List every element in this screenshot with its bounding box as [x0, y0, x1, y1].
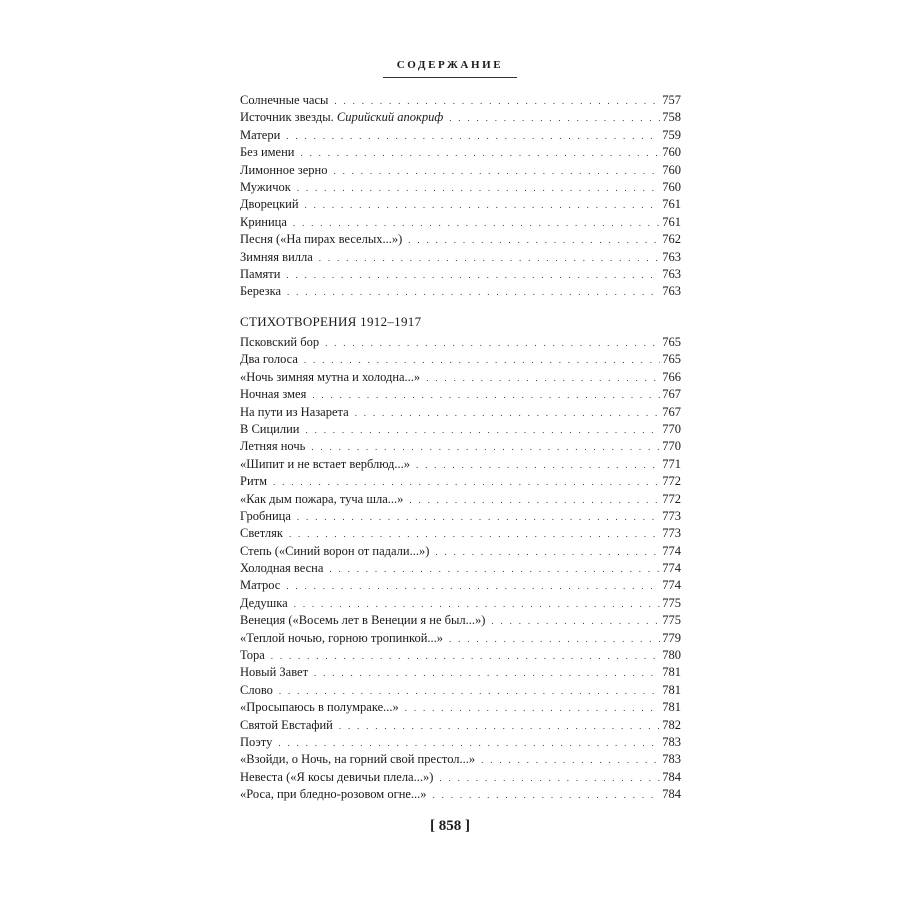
- toc-entry-page: 775: [662, 613, 681, 628]
- toc-entry-title: [240, 647, 265, 664]
- toc-entry-page: 761: [662, 197, 681, 212]
- dot-leader: [339, 718, 660, 735]
- dot-leader: [286, 578, 660, 595]
- toc-entry-page: 772: [662, 474, 681, 489]
- dot-leader: [286, 128, 660, 145]
- toc-entry-title-text: Без имени: [240, 145, 295, 160]
- dot-leader: [287, 284, 660, 301]
- toc-entry-title: [240, 179, 291, 196]
- toc-entry-title: [240, 560, 323, 577]
- toc-entry: [240, 351, 681, 368]
- dot-leader: [297, 509, 660, 526]
- toc-entry-title-text: Ночная змея: [240, 387, 307, 402]
- toc-entry: [240, 404, 681, 421]
- toc-entry-title: [240, 595, 288, 612]
- toc-entry-title: [240, 404, 349, 421]
- toc-entry-title-text: Тора: [240, 648, 265, 663]
- toc-entry-title-text: «Теплой ночью, горною тропинкой...»: [240, 630, 444, 645]
- toc-entry: [240, 577, 681, 594]
- dot-leader: [279, 683, 660, 700]
- toc-entry: [240, 473, 681, 490]
- toc-entry-title: [240, 109, 443, 126]
- toc-entry-page: 783: [662, 734, 681, 749]
- toc-entry-title: [240, 456, 410, 473]
- toc-entry: [240, 508, 681, 525]
- dot-leader: [271, 648, 661, 665]
- toc-entry-page: 771: [662, 456, 681, 471]
- toc-entry-title: [240, 664, 308, 681]
- dot-leader: [449, 110, 660, 127]
- header-rule: [383, 77, 517, 78]
- toc-entry-title-text: Березка: [240, 284, 282, 299]
- dot-leader: [273, 474, 660, 491]
- toc-entry: [240, 334, 681, 351]
- toc-entry-page: 757: [662, 93, 681, 107]
- toc-entry: [240, 214, 681, 231]
- toc-entry-page: 767: [662, 404, 681, 419]
- toc-entry-title-text: Поэту: [240, 734, 273, 749]
- dot-leader: [325, 335, 660, 352]
- dot-leader: [319, 250, 660, 267]
- toc-entry-title-text: Криница: [240, 214, 287, 229]
- toc-entry: [240, 179, 681, 196]
- toc-entry-title-text: «Ночь зимняя мутна и холодна...»: [240, 369, 421, 384]
- section-heading: СТИХОТВОРЕНИЯ 1912–1917: [240, 314, 422, 329]
- toc-entry: [240, 717, 681, 734]
- dot-leader: [305, 197, 661, 214]
- toc-entry: [240, 196, 681, 213]
- toc-entry-title-text: Венеция («Восемь лет в Венеции я не был...»): [240, 613, 486, 628]
- toc-entry: [240, 751, 681, 768]
- toc-entry: [240, 525, 681, 542]
- toc-entry-title: [240, 196, 299, 213]
- toc-entry: [240, 786, 681, 803]
- toc-entry-title-text: «Взойди, о Ночь, на горний свой престол...»: [240, 752, 476, 767]
- dot-leader: [426, 370, 660, 387]
- toc-entry: [240, 438, 681, 455]
- toc-entry-title: [240, 769, 433, 786]
- toc-entry-title-text: Матрос: [240, 578, 281, 593]
- toc-entry-title-text: Два голоса: [240, 352, 298, 367]
- toc-entry-page: 763: [662, 284, 681, 299]
- toc-entry-title: [240, 369, 420, 386]
- toc-entry-title: [240, 699, 399, 716]
- toc-entry-title: [240, 231, 402, 248]
- toc-entry: [240, 560, 681, 577]
- toc-entry-title: [240, 334, 319, 351]
- toc-entry: [240, 699, 681, 716]
- toc-entry-page: 783: [662, 752, 681, 767]
- dot-leader: [293, 215, 660, 232]
- toc-list-top: [240, 92, 681, 301]
- dot-leader: [329, 561, 660, 578]
- toc-entry-page: 779: [662, 630, 681, 645]
- toc-entry-title-text: В Сицилии: [240, 421, 300, 436]
- toc-entry-title: [240, 162, 327, 179]
- toc-entry-page: 765: [662, 352, 681, 367]
- toc-entry-title: [240, 473, 267, 490]
- toc-entry-title: [240, 351, 298, 368]
- toc-entry: [240, 612, 681, 629]
- toc-entry: [240, 734, 681, 751]
- toc-list-bottom: [240, 334, 681, 804]
- toc-entry-title: [240, 751, 475, 768]
- dot-leader: [408, 232, 660, 249]
- toc-entry: [240, 283, 681, 300]
- toc-entry-page: 774: [662, 578, 681, 593]
- toc-entry: [240, 162, 681, 179]
- toc-entry-page: 767: [662, 387, 681, 402]
- dot-leader: [300, 145, 660, 162]
- toc-entry: [240, 369, 681, 386]
- toc-entry-page: 773: [662, 526, 681, 541]
- toc-entry: [240, 127, 681, 144]
- toc-entry-title-text: Невеста («Я косы девичьи плела...»): [240, 769, 434, 784]
- toc-entry-subtitle: Сирийский апокриф: [336, 110, 444, 125]
- dot-leader: [311, 439, 660, 456]
- dot-leader: [409, 492, 660, 509]
- toc-entry-title: [240, 421, 300, 438]
- dot-leader: [333, 163, 660, 180]
- toc-entry-page: 784: [662, 787, 681, 802]
- header-title: СОДЕРЖАНИЕ: [396, 59, 504, 71]
- toc-entry-title: [240, 491, 403, 508]
- dot-leader: [304, 352, 660, 369]
- toc-entry-page: 759: [662, 127, 681, 142]
- toc-entry: [240, 249, 681, 266]
- toc-entry-page: 765: [662, 335, 681, 349]
- toc-entry-title: [240, 543, 429, 560]
- toc-entry-title-text: Песня («На пирах веселых...»): [240, 232, 403, 247]
- toc-entry-title-text: Дворецкий: [240, 197, 299, 212]
- toc-entry-title-text: Летняя ночь: [240, 439, 306, 454]
- toc-entry-title-text: Лимонное зерно: [240, 162, 328, 177]
- toc-entry-title-text: Источник звезды.: [240, 110, 337, 125]
- toc-entry-page: 773: [662, 508, 681, 523]
- toc-entry-title-text: «Шипит и не встает верблюд...»: [240, 456, 410, 471]
- toc-entry: [240, 664, 681, 681]
- toc-entry-title: [240, 266, 280, 283]
- dot-leader: [297, 180, 660, 197]
- toc-entry-page: 770: [662, 439, 681, 454]
- toc-entry-title: [240, 577, 280, 594]
- toc-entry-page: 775: [662, 595, 681, 610]
- toc-entry-page: 784: [662, 769, 681, 784]
- dot-leader: [312, 387, 660, 404]
- dot-leader: [449, 631, 660, 648]
- toc-entry: [240, 682, 681, 699]
- toc-entry-page: 774: [662, 561, 681, 576]
- dot-leader: [405, 700, 660, 717]
- toc-entry-title: [240, 92, 328, 109]
- toc-entry-title: [240, 438, 305, 455]
- toc-entry-page: 762: [662, 232, 681, 247]
- toc-entry-title: [240, 214, 287, 231]
- dot-leader: [355, 405, 661, 422]
- toc-entry: [240, 491, 681, 508]
- toc-entry-page: 782: [662, 717, 681, 732]
- toc-entry-title: [240, 734, 272, 751]
- toc-entry: [240, 266, 681, 283]
- toc-entry: [240, 231, 681, 248]
- toc-entry: [240, 769, 681, 786]
- dot-leader: [306, 422, 661, 439]
- toc-entry-page: 772: [662, 491, 681, 506]
- toc-entry-title-text: Ритм: [240, 474, 268, 489]
- dot-leader: [439, 770, 660, 787]
- toc-entry-title: [240, 630, 443, 647]
- toc-entry-title: [240, 508, 291, 525]
- toc-entry-title-text: Солнечные часы: [240, 93, 329, 107]
- toc-entry-page: 760: [662, 162, 681, 177]
- dot-leader: [481, 752, 660, 769]
- toc-entry-page: 761: [662, 214, 681, 229]
- dot-leader: [278, 735, 660, 752]
- toc-entry: [240, 144, 681, 161]
- toc-entry: [240, 647, 681, 664]
- dot-leader: [491, 613, 660, 630]
- toc-entry-title-text: Холодная весна: [240, 561, 324, 576]
- toc-entry: [240, 456, 681, 473]
- toc-entry-title: [240, 525, 283, 542]
- toc-entry-title-text: Светляк: [240, 526, 283, 541]
- dot-leader: [314, 665, 660, 682]
- toc-entry-title-text: «Как дым пожара, туча шла...»: [240, 491, 404, 506]
- toc-entry-title-text: Псковский бор: [240, 335, 320, 349]
- toc-entry-title-text: Новый Завет: [240, 665, 309, 680]
- toc-entry-page: 760: [662, 145, 681, 160]
- toc-entry-title-text: Дедушка: [240, 595, 288, 610]
- toc-entry-page: 770: [662, 421, 681, 436]
- toc-entry-title: [240, 127, 280, 144]
- dot-leader: [289, 526, 660, 543]
- toc-entry: [240, 421, 681, 438]
- dot-leader: [416, 457, 660, 474]
- toc-entry: [240, 543, 681, 560]
- toc-entry-title: [240, 717, 333, 734]
- toc-entry-page: 780: [662, 648, 681, 663]
- toc-entry: [240, 595, 681, 612]
- toc-entry-page: 774: [662, 543, 681, 558]
- toc-entry-page: 763: [662, 249, 681, 264]
- toc-entry-page: 781: [662, 665, 681, 680]
- dot-leader: [433, 787, 661, 804]
- toc-entry-title: [240, 283, 281, 300]
- dot-leader: [294, 596, 661, 613]
- toc-entry-title-text: Слово: [240, 682, 273, 697]
- toc-entry: [240, 630, 681, 647]
- toc-entry: [240, 386, 681, 403]
- toc-entry-title-text: Зимняя вилла: [240, 249, 313, 264]
- toc-entry-title: [240, 249, 313, 266]
- dot-leader: [286, 267, 660, 284]
- dot-leader: [334, 93, 660, 110]
- toc-entry: [240, 92, 681, 109]
- toc-entry-title: [240, 682, 273, 699]
- toc-entry-title-text: Мужичок: [240, 179, 291, 194]
- toc-entry-title: [240, 612, 485, 629]
- toc-entry-title-text: Святой Евстафий: [240, 717, 333, 732]
- toc-entry-title: [240, 786, 427, 803]
- toc-entry-page: 758: [662, 110, 681, 125]
- toc-entry-page: 760: [662, 179, 681, 194]
- toc-entry-page: 766: [662, 369, 681, 384]
- toc-entry-page: 763: [662, 266, 681, 281]
- dot-leader: [435, 544, 660, 561]
- toc-entry-title-text: Степь («Синий ворон от падали...»): [240, 543, 430, 558]
- toc-entry-title-text: Памяти: [240, 266, 281, 281]
- toc-entry-title: [240, 144, 294, 161]
- toc-entry-title-text: Гробница: [240, 508, 291, 523]
- running-header: [0, 55, 900, 73]
- toc-entry-page: 781: [662, 682, 681, 697]
- toc-entry-title-text: «Просыпаюсь в полумраке...»: [240, 700, 399, 715]
- toc-entry-title: [240, 386, 306, 403]
- toc-entry-title-text: «Роса, при бледно-розовом огне...»: [240, 787, 427, 802]
- toc-entry-title-text: Матери: [240, 127, 281, 142]
- toc-entry-page: 781: [662, 700, 681, 715]
- page-number: [ 858 ]: [430, 818, 470, 834]
- toc-entry-title-text: На пути из Назарета: [240, 404, 349, 419]
- toc-entry: [240, 109, 681, 126]
